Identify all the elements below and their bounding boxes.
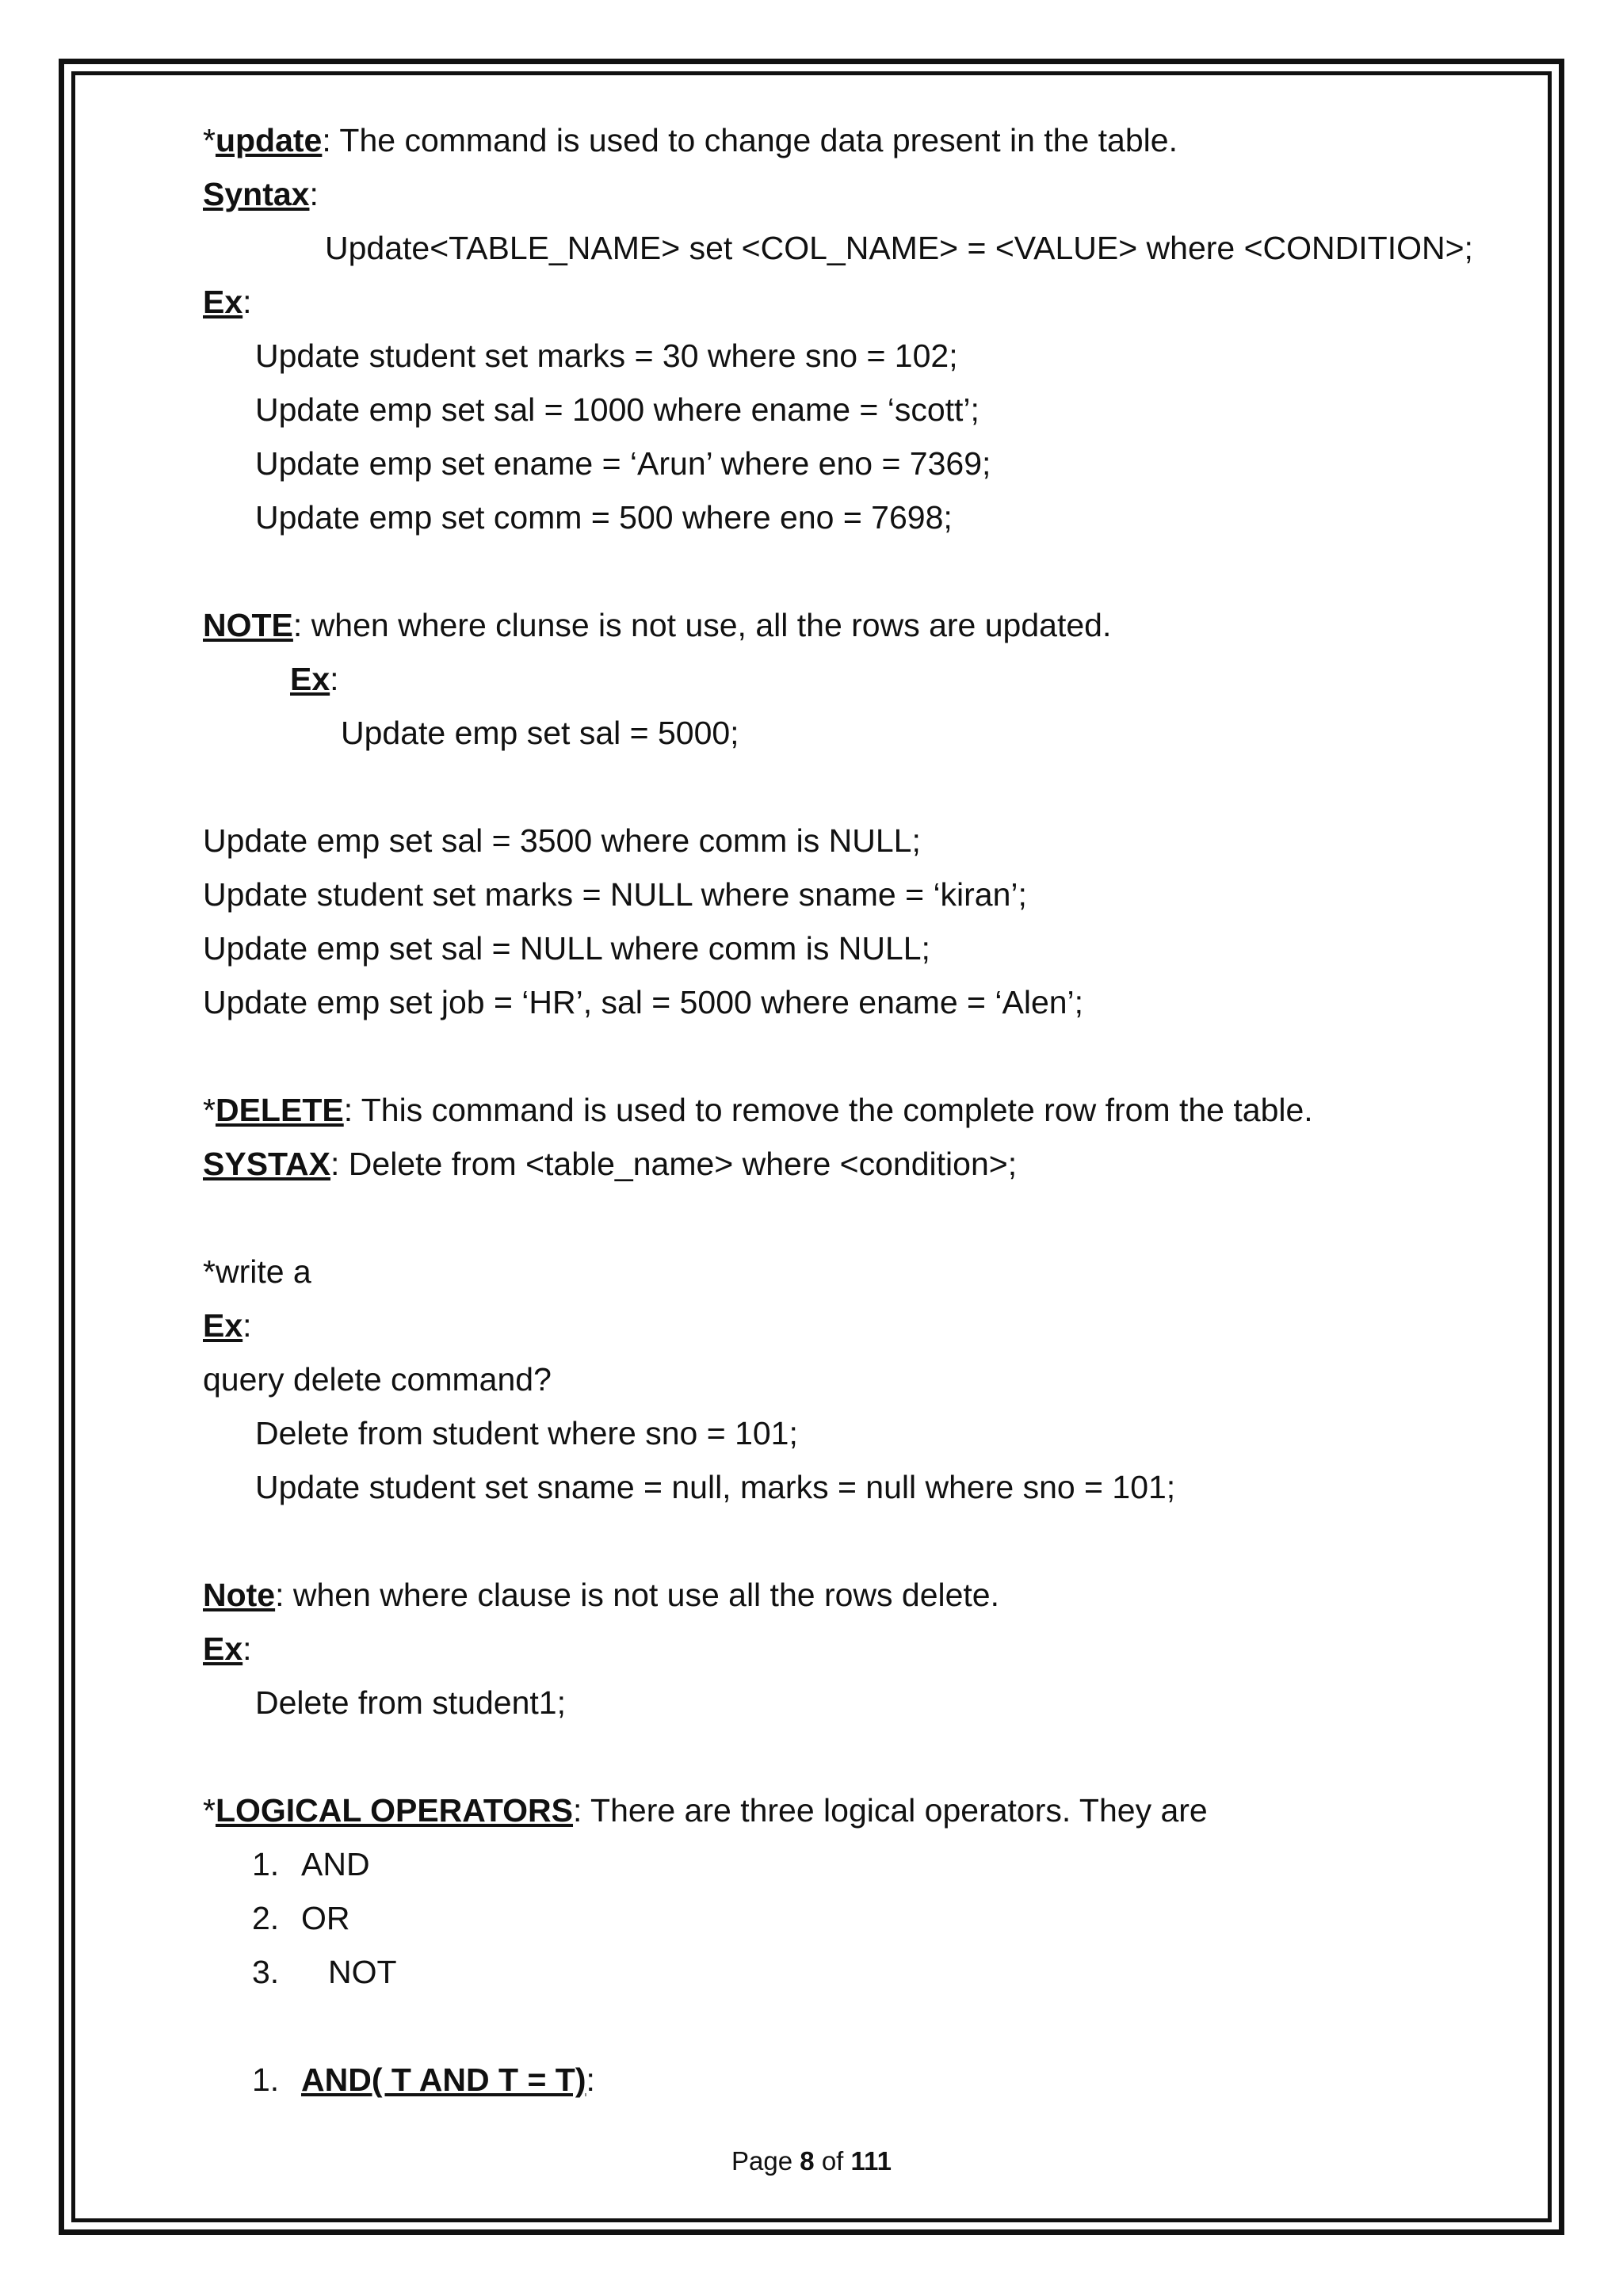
more-update-1: Update emp set sal = 3500 where comm is NULL; <box>203 822 921 859</box>
update-syntax: Update<TABLE_NAME> set <COL_NAME> = <VALUE> where <CONDITION>; <box>325 230 1473 266</box>
write-line: *write a <box>203 1253 311 1290</box>
note2-line: Note: when where clause is not use all the rows delete. <box>203 1577 1000 1613</box>
delete-syntax: SYSTAX: Delete from <table_name> where <condition>; <box>203 1146 1018 1182</box>
logical-keyword: LOGICAL OPERATORS <box>215 1792 574 1829</box>
more-update-4: Update emp set job = ‘HR’, sal = 5000 where ename = ‘Alen’; <box>203 984 1084 1020</box>
logical-heading: *LOGICAL OPERATORS: There are three logical operators. They are <box>203 1792 1208 1829</box>
note-label: NOTE <box>203 607 293 643</box>
note2-ex-label: Ex: <box>203 1630 252 1667</box>
note-line: NOTE: when where clunse is not use, all the rows are updated. <box>203 607 1112 643</box>
more-update-2: Update student set marks = NULL where sname = ‘kiran’; <box>203 876 1027 913</box>
logical-item-2-num: 2. <box>252 1900 280 1936</box>
write-ex-label: Ex: <box>203 1307 252 1344</box>
query-delete-line: query delete command? <box>203 1361 552 1398</box>
delete-heading: *DELETE: This command is used to remove the complete row from the table. <box>203 1092 1313 1128</box>
update-ex-label: Ex: <box>203 284 252 320</box>
logical-item-1-num: 1. <box>252 1846 280 1882</box>
logical-item-3-num: 3. <box>252 1954 280 1990</box>
update-syntax-label: Syntax: <box>203 176 319 212</box>
update-example-3: Update emp set ename = ‘Arun’ where eno = 7369; <box>255 445 991 482</box>
update-example-2: Update emp set sal = 1000 where ename = ‘scott’; <box>255 391 980 428</box>
note2-example: Delete from student1; <box>255 1684 566 1721</box>
logical-item-3-text: NOT <box>328 1954 397 1990</box>
delete-keyword: DELETE <box>215 1092 344 1128</box>
update-heading: *update: The command is used to change data present in the table. <box>203 122 1178 158</box>
update-example-4: Update emp set comm = 500 where eno = 7698; <box>255 499 953 536</box>
delete-example-2: Update student set sname = null, marks = null where sno = 101; <box>255 1469 1176 1505</box>
page-total: 111 <box>850 2146 892 2176</box>
and-subheading: AND( T AND T = T): <box>301 2061 595 2098</box>
logical-item-1-text: AND <box>301 1846 370 1882</box>
page-footer: Page 8 of 111 <box>731 2146 892 2176</box>
note2-label: Note <box>203 1577 276 1613</box>
page-number: 8 <box>800 2146 815 2176</box>
note-ex-label: Ex: <box>290 661 339 697</box>
update-example-1: Update student set marks = 30 where sno = 102; <box>255 338 958 374</box>
and-subheading-num: 1. <box>252 2061 280 2098</box>
logical-item-2-text: OR <box>301 1900 350 1936</box>
note-example: Update emp set sal = 5000; <box>341 715 739 751</box>
delete-example-1: Delete from student where sno = 101; <box>255 1415 798 1451</box>
more-update-3: Update emp set sal = NULL where comm is NULL; <box>203 930 930 967</box>
update-keyword: update <box>215 122 323 158</box>
